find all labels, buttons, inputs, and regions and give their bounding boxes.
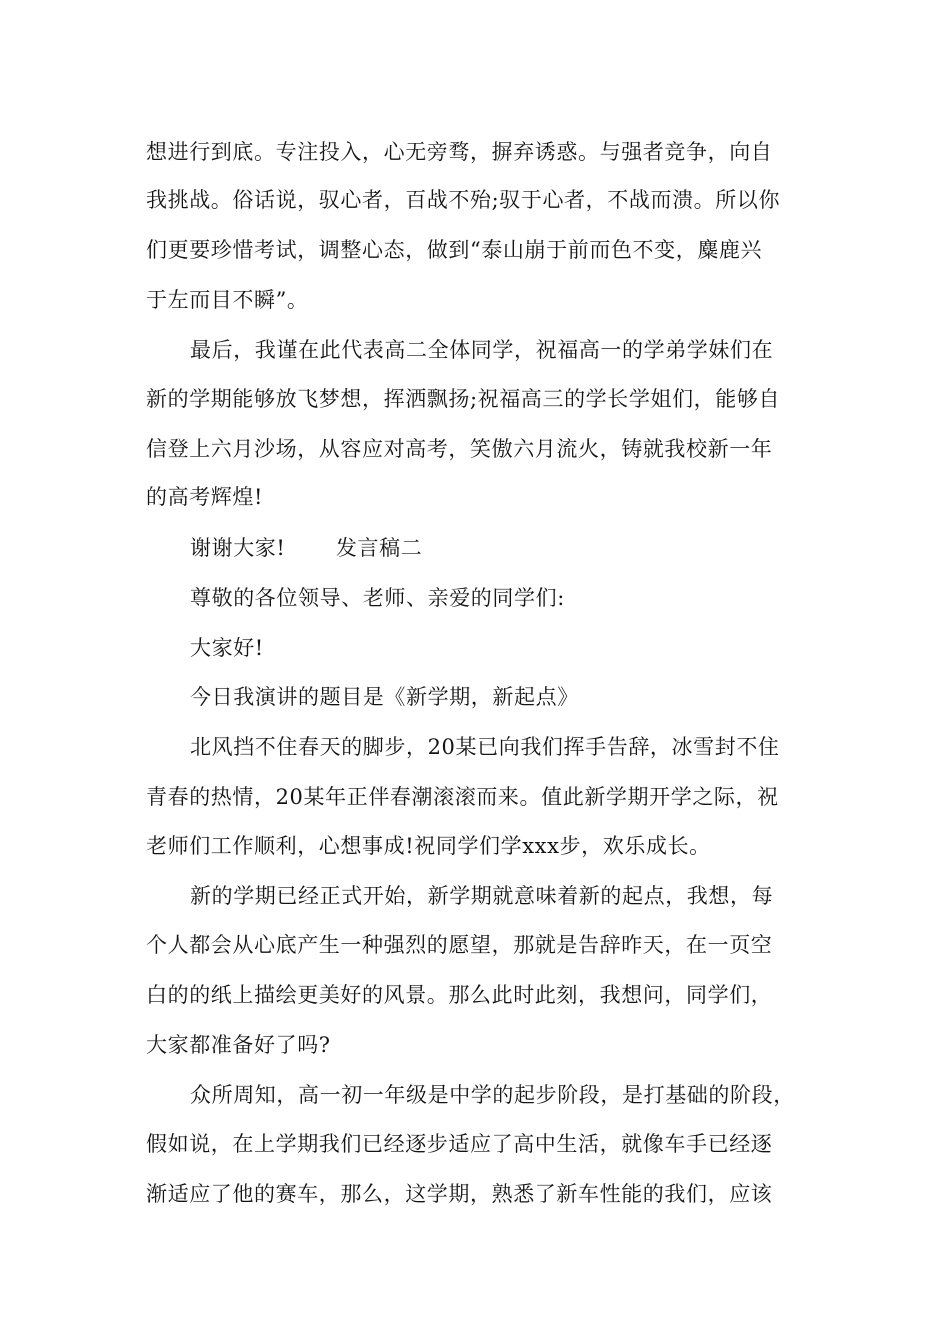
text-line: 渐适应了他的赛车，那么，这学期，熟悉了新车性能的我们，应该 [146, 1182, 773, 1206]
paragraph-first-line: 最后，我谨在此代表高二全体同学，祝福高一的学弟学妹们在 [190, 338, 774, 362]
speech-topic: 今日我演讲的题目是《新学期，新起点》 [190, 685, 579, 709]
text-line: 新的学期能够放飞梦想，挥洒飘扬;祝福高三的学长学姐们，能够自 [146, 387, 781, 411]
text-line: 于左而目不瞬”。 [146, 288, 309, 312]
text-line: 我挑战。俗话说，驭心者，百战不殆;驭于心者，不战而溃。所以你 [146, 188, 781, 212]
paragraph-first-line: 新的学期已经正式开始，新学期就意味着新的起点，我想，每 [190, 884, 774, 908]
text-line: 个人都会从心底产生一种强烈的愿望，那就是告辞昨天，在一页空 [146, 933, 773, 957]
text-line: 白的的纸上描绘更美好的风景。那么此时此刻，我想问，同学们， [146, 983, 773, 1007]
greeting: 大家好! [190, 636, 264, 660]
text-line: 的高考辉煌! [146, 485, 264, 509]
salutation: 尊敬的各位领导、老师、亲爱的同学们: [190, 586, 565, 610]
text-line: 假如说，在上学期我们已经逐步适应了高中生活，就像车手已经逐 [146, 1132, 773, 1156]
text-line: 老师们工作顺利，心想事成!祝同学们学xxx步，欢乐成长。 [146, 834, 711, 858]
text-line: 们更要珍惜考试，调整心态，做到“泰山崩于前而色不变，麋鹿兴 [146, 238, 763, 262]
text-line: 大家都准备好了吗? [146, 1033, 331, 1057]
paragraph-first-line: 谢谢大家! 发言稿二 [190, 536, 423, 560]
text-line: 想进行到底。专注投入，心无旁骛，摒弃诱惑。与强者竞争，向自 [146, 140, 773, 164]
paragraph-first-line: 众所周知，高一初一年级是中学的起步阶段，是打基础的阶段， [190, 1083, 795, 1107]
text-line: 信登上六月沙场，从容应对高考，笑傲六月流火，铸就我校新一年 [146, 437, 773, 461]
text-line: 青春的热情，20某年正伴春潮滚滚而来。值此新学期开学之际，祝 [146, 785, 779, 809]
paragraph-first-line: 北风挡不住春天的脚步，20某已向我们挥手告辞，冰雪封不住 [190, 735, 780, 759]
